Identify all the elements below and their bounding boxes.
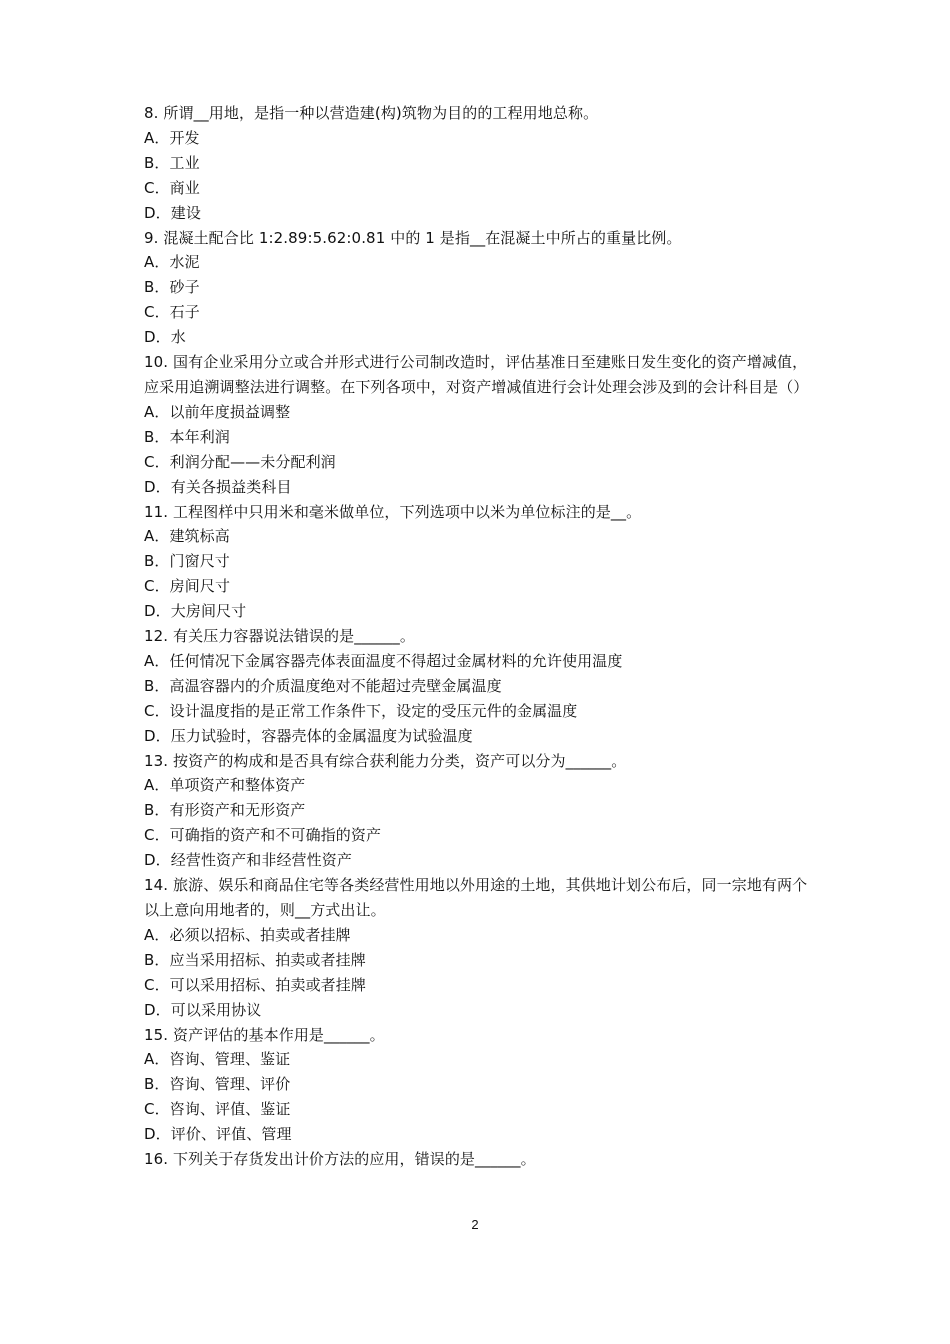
question-15-option-c: C．咨询、评值、鉴证 [144, 1100, 291, 1119]
question-8-option-a: A．开发 [144, 128, 200, 147]
question-11-option-a: A．建筑标高 [144, 527, 230, 546]
question-11-option-b: B．门窗尺寸 [144, 552, 230, 571]
question-13-option-b: B．有形资产和无形资产 [144, 801, 306, 820]
question-9-option-d: D．水 [144, 328, 186, 347]
question-13-stem: 13. 按资产的构成和是否具有综合获利能力分类，资产可以分为______。 [144, 751, 627, 770]
question-9-option-b: B．砂子 [144, 278, 200, 297]
question-13-option-c: C．可确指的资产和不可确指的资产 [144, 826, 382, 845]
question-9-option-a: A．水泥 [144, 253, 200, 272]
question-12-option-a: A．任何情况下金属容器壳体表面温度不得超过金属材料的允许使用温度 [144, 651, 623, 670]
question-9-stem: 9. 混凝土配合比 1:2.89:5.62:0.81 中的 1 是指__在混凝土中所占的重量比例。 [144, 228, 682, 247]
question-11-option-d: D．大房间尺寸 [144, 602, 247, 621]
question-11-option-c: C．房间尺寸 [144, 577, 231, 596]
question-list [144, 101, 816, 1172]
question-10-option-d: D．有关各损益类科目 [144, 477, 292, 496]
question-8-option-b: B．工业 [144, 153, 200, 172]
question-11-stem: 11. 工程图样中只用米和毫米做单位，下列选项中以米为单位标注的是__。 [144, 502, 642, 521]
question-15-option-a: A．咨询、管理、鉴证 [144, 1050, 291, 1069]
question-12-option-c: C．设计温度指的是正常工作条件下，设定的受压元件的金属温度 [144, 701, 578, 720]
question-12-stem: 12. 有关压力容器说法错误的是______。 [144, 627, 415, 646]
question-12-option-b: B．高温容器内的介质温度绝对不能超过壳壁金属温度 [144, 676, 502, 695]
question-10-stem: 10. 国有企业采用分立或合并形式进行公司制改造时，评估基准日至建账日发生变化的资产增减值，应采用追溯调整法进行调整。在下列各项中，对资产增减值进行会计处理会涉及到的会计科目是（） [144, 353, 809, 396]
question-15-stem: 15. 资产评估的基本作用是______。 [144, 1025, 385, 1044]
question-10-option-a: A．以前年度损益调整 [144, 402, 291, 421]
question-15-option-b: B．咨询、管理、评价 [144, 1075, 291, 1094]
question-14-option-c: C．可以采用招标、拍卖或者挂牌 [144, 975, 366, 994]
question-10-option-b: B．本年利润 [144, 427, 230, 446]
question-13-option-a: A．单项资产和整体资产 [144, 776, 306, 795]
question-8-stem: 8. 所谓__用地，是指一种以营造建(构)筑物为目的的工程用地总称。 [144, 104, 599, 122]
page-number: 2 [471, 1217, 479, 1232]
question-10-option-c: C．利润分配——未分配利润 [144, 452, 336, 471]
question-8-option-c: C．商业 [144, 178, 200, 197]
question-14-option-a: A．必须以招标、拍卖或者挂牌 [144, 925, 351, 944]
question-8-option-d: D．建设 [144, 203, 201, 222]
question-9-option-c: C．石子 [144, 303, 200, 322]
question-15-option-d: D．评价、评值、管理 [144, 1125, 292, 1144]
question-16-stem: 16. 下列关于存货发出计价方法的应用，错误的是______。 [144, 1150, 536, 1169]
question-14-option-d: D．可以采用协议 [144, 1000, 262, 1019]
question-13-option-d: D．经营性资产和非经营性资产 [144, 851, 352, 870]
question-12-option-d: D．压力试验时，容器壳体的金属温度为试验温度 [144, 726, 473, 745]
question-14-option-b: B．应当采用招标、拍卖或者挂牌 [144, 950, 366, 969]
question-14-stem: 14. 旅游、娱乐和商品住宅等各类经营性用地以外用途的土地，其供地计划公布后，同一宗地有两个以上意向用地者的，则__方式出让。 [144, 876, 808, 919]
